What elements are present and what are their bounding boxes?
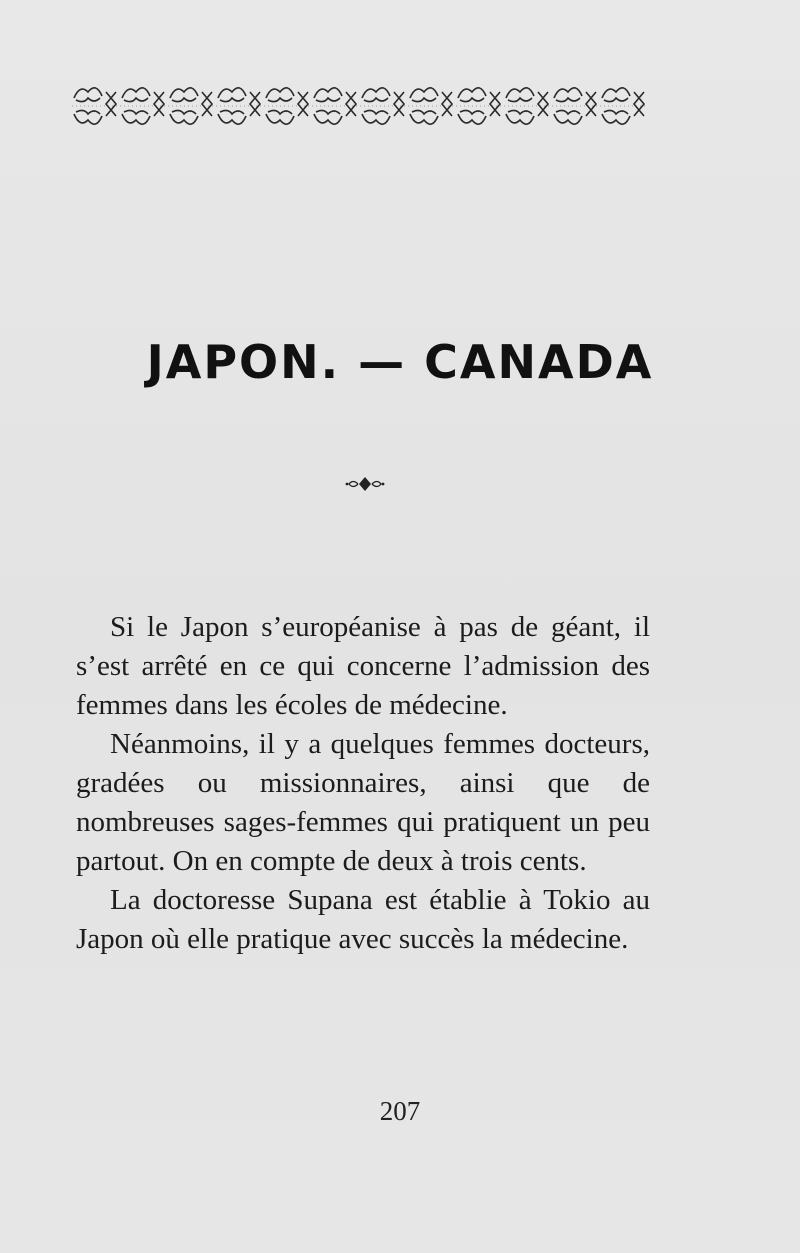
paragraph: La doctoresse Supana est établie à Tokio au Japon où elle pratique avec succès la médecine. <box>76 884 650 955</box>
paragraph: Si le Japon s’européanise à pas de géant, il s’est arrêté en ce qui concerne l’admission des femmes dans les écoles de médecine. <box>76 611 650 721</box>
fleuron-ornament-icon <box>345 474 385 494</box>
decorative-border-ornament-icon <box>72 80 648 132</box>
chapter-title: JAPON. — CANADA <box>146 335 654 389</box>
page-number: 207 <box>379 1096 421 1126</box>
body-text <box>76 608 650 959</box>
paragraph: Néanmoins, il y a quelques femmes docteurs, gradées ou missionnaires, ainsi que de nombreuses sages-femmes qui pratiquent un peu partout. On en compte de deux à trois cents. <box>76 728 650 877</box>
